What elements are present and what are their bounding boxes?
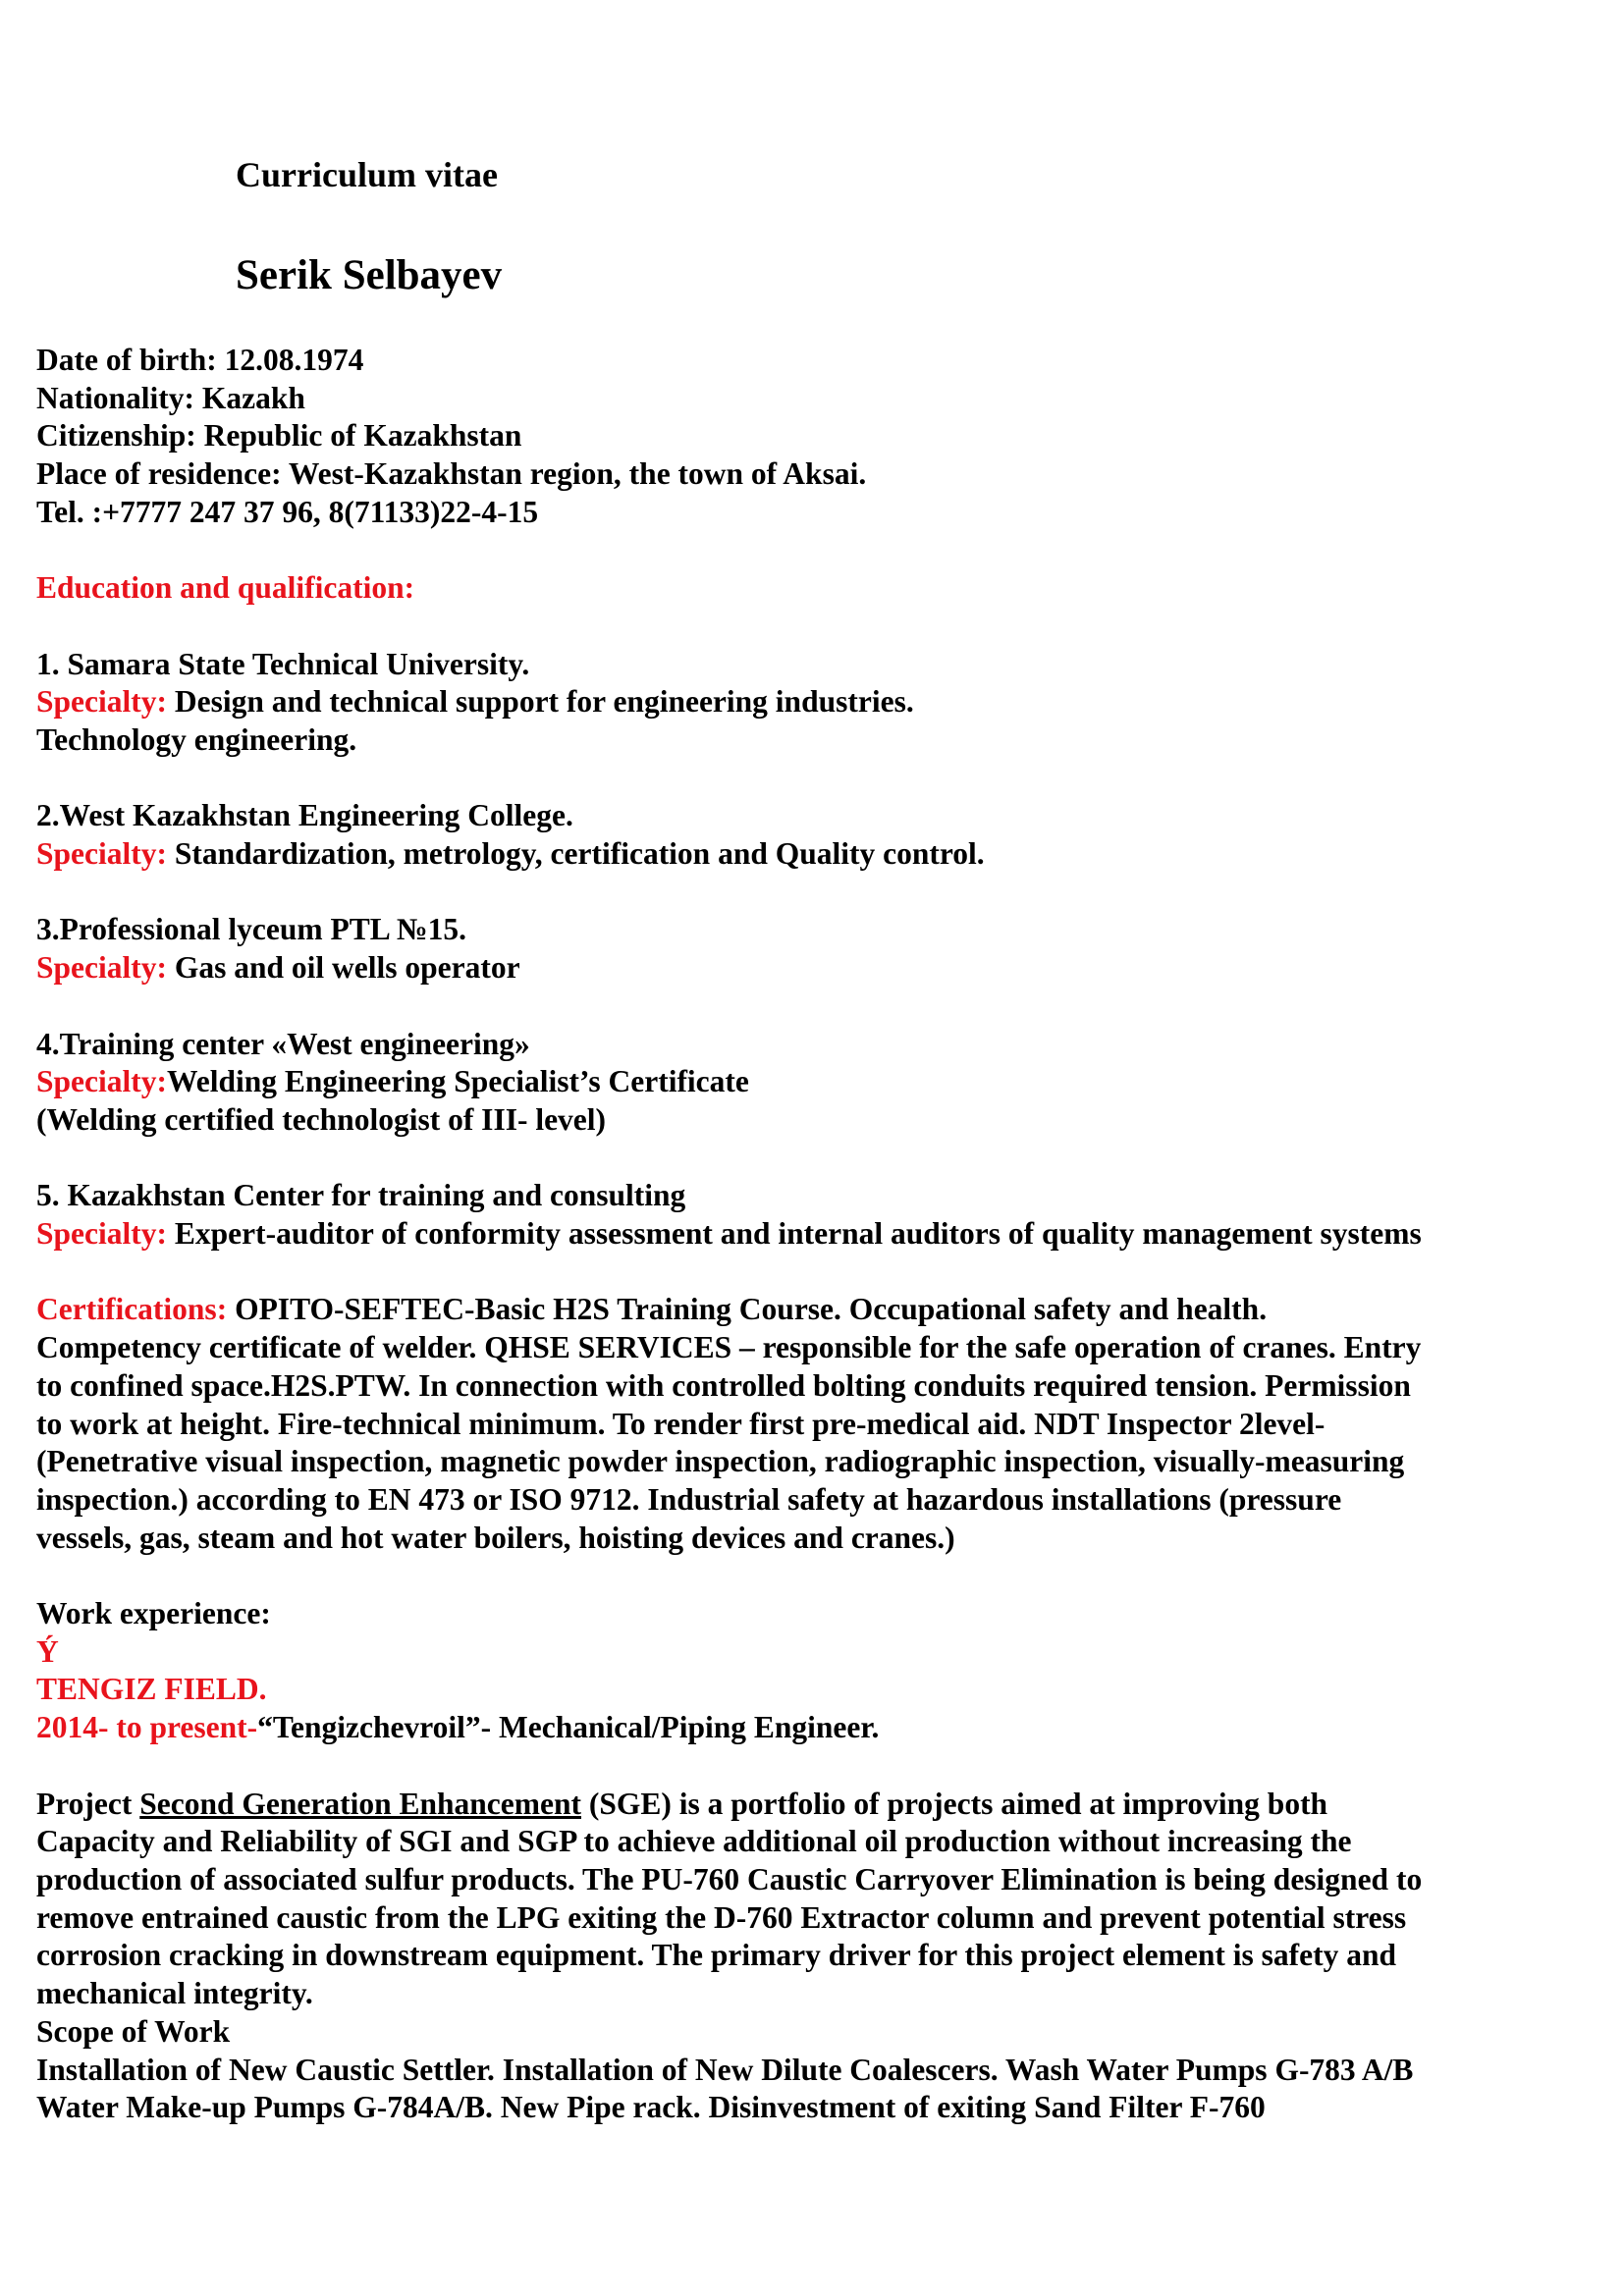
certifications-text: OPITO-SEFTEC-Basic H2S Training Course. Occupational safety and health.	[227, 1292, 1268, 1327]
citizenship: Citizenship: Republic of Kazakhstan	[36, 418, 522, 454]
education-specialty	[36, 835, 1568, 874]
specialty-label: Specialty:	[36, 836, 167, 872]
education-institution: 5. Kazakhstan Center for training and consulting	[36, 1178, 686, 1213]
work-period: 2014- to present-	[36, 1710, 258, 1745]
telephone: Tel. :+7777 247 37 96, 8(71133)22-4-15	[36, 494, 539, 529]
specialty-label: Specialty:	[36, 1216, 167, 1252]
specialty-value: Expert-auditor of conformity assessment and internal auditors of quality management systems	[166, 1216, 1422, 1252]
nationality: Nationality: Kazakh	[36, 380, 305, 415]
education-institution: 4.Training center «West engineering»	[36, 1026, 530, 1061]
person-name: Serik Selbayev	[236, 252, 503, 298]
certifications-line: to confined space.H2S.PTW. In connection with controlled bolting conduits required tension. Permission	[36, 1367, 1411, 1403]
education-specialty	[36, 949, 1568, 988]
project-line: corrosion cracking in downstream equipment. The primary driver for this project element is safety and	[36, 1938, 1397, 1973]
work-experience-heading: Work experience:	[36, 1596, 271, 1631]
date-of-birth: Date of birth: 12.08.1974	[36, 343, 364, 377]
scope-line: Installation of New Caustic Settler. Installation of New Dilute Coalescers. Wash Water Pumps G-783 A/B	[36, 2052, 1414, 2087]
certifications-line: (Penetrative visual inspection, magnetic powder inspection, radiographic inspection, visually-measuring	[36, 1444, 1405, 1479]
certifications-line	[36, 1291, 1568, 1329]
education-extra: (Welding certified technologist of III- level)	[36, 1101, 607, 1137]
specialty-label: Specialty:	[36, 1064, 167, 1099]
project-prefix: Project	[36, 1786, 140, 1821]
specialty-label: Specialty:	[36, 684, 167, 720]
education-specialty	[36, 683, 1568, 721]
certifications-label: Certifications:	[36, 1292, 228, 1327]
education-specialty	[36, 1063, 1568, 1101]
work-position: “Tengizchevroil”- Mechanical/Piping Engineer.	[257, 1710, 880, 1745]
education-specialty	[36, 1215, 1568, 1254]
place-of-residence: Place of residence: West-Kazakhstan region, the town of Aksai.	[36, 456, 867, 492]
education-extra: Technology engineering.	[36, 722, 357, 757]
project-line: mechanical integrity.	[36, 1976, 313, 2011]
project-line: Capacity and Reliability of SGI and SGP to achieve additional oil production without increasing the	[36, 1824, 1352, 1859]
work-field: TENGIZ FIELD.	[36, 1672, 267, 1707]
certifications-line: Competency certificate of welder. QHSE SERVICES – responsible for the safe operation of cranes. Entry	[36, 1330, 1422, 1365]
education-institution: 3.Professional lyceum PTL №15.	[36, 912, 466, 947]
certifications-line: inspection.) according to EN 473 or ISO 9712. Industrial safety at hazardous installations (pressure	[36, 1481, 1342, 1517]
specialty-value: Design and technical support for engineering industries.	[166, 684, 914, 720]
specialty-label: Specialty:	[36, 950, 167, 986]
scope-heading: Scope of Work	[36, 2013, 231, 2049]
project-line	[36, 1786, 1568, 1824]
education-institution: 2.West Kazakhstan Engineering College.	[36, 798, 573, 833]
cv-body	[36, 342, 1568, 2127]
project-line: remove entrained caustic from the LPG exiting the D-760 Extractor column and prevent potential stress	[36, 1899, 1407, 1935]
specialty-value: Standardization, metrology, certification and Quality control.	[166, 836, 985, 872]
certifications-line: to work at height. Fire-technical minimum. To render first pre-medical aid. NDT Inspector 2level-	[36, 1406, 1325, 1441]
specialty-value: Gas and oil wells operator	[166, 950, 520, 986]
education-institution: 1. Samara State Technical University.	[36, 646, 530, 681]
scope-line: Water Make-up Pumps G-784A/B. New Pipe rack. Disinvestment of exiting Sand Filter F-760	[36, 2090, 1266, 2125]
specialty-value: Welding Engineering Specialist’s Certificate	[166, 1064, 749, 1099]
project-line: production of associated sulfur products. The PU-760 Caustic Carryover Elimination is being designed to	[36, 1861, 1423, 1896]
education-heading: Education and qualification:	[36, 570, 415, 606]
project-name: Second Generation Enhancement	[139, 1786, 581, 1821]
certifications-line: vessels, gas, steam and hot water boilers, hoisting devices and cranes.)	[36, 1520, 955, 1555]
work-position-line	[36, 1709, 1568, 1747]
bullet-glyph: Ý	[36, 1633, 59, 1669]
project-first-rest: (SGE) is a portfolio of projects aimed at improving both	[581, 1786, 1328, 1821]
document-title: Curriculum vitae	[236, 155, 498, 194]
